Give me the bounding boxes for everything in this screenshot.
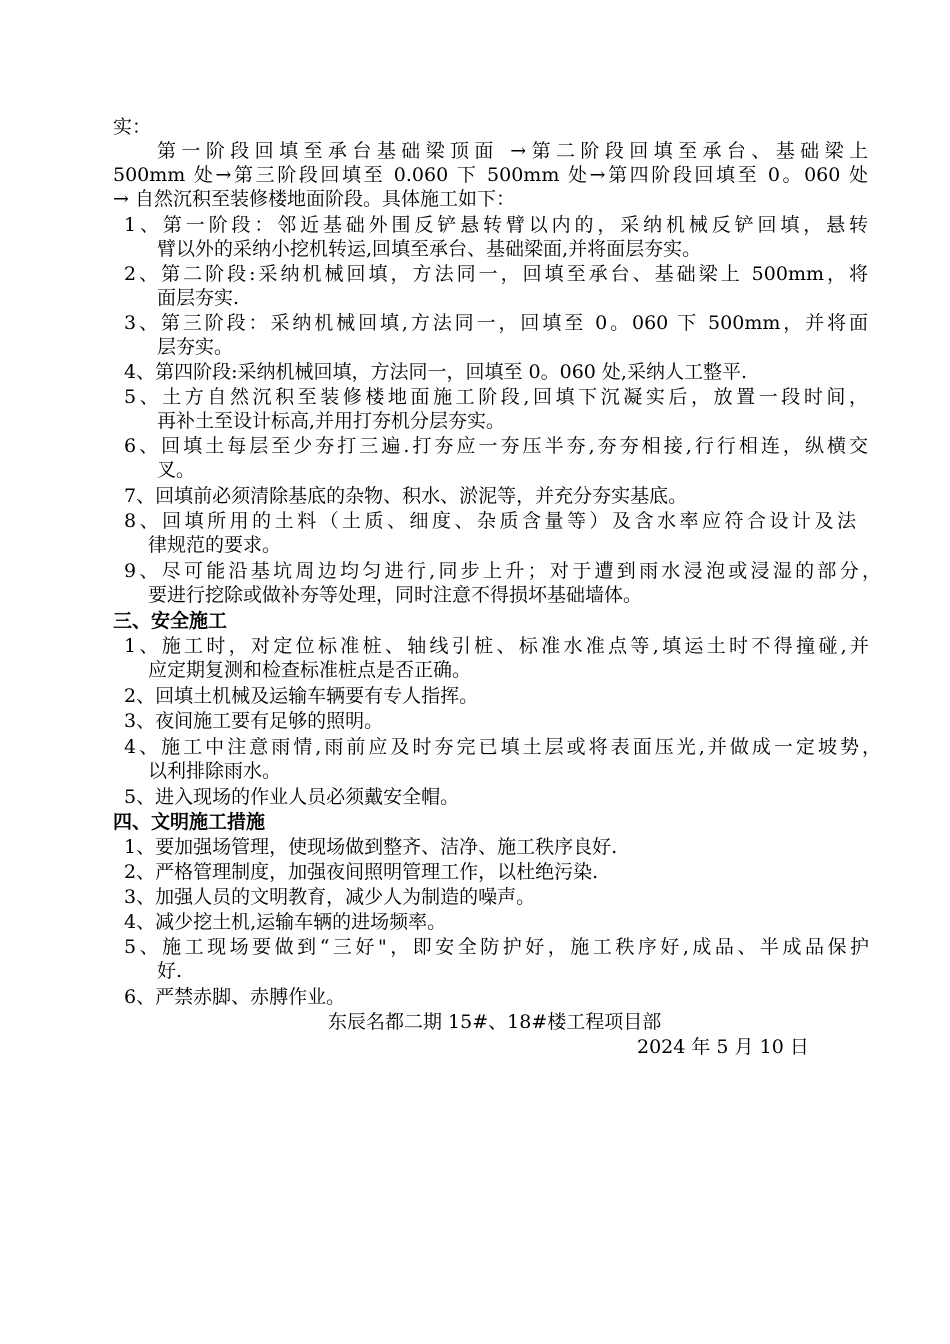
intro-line-1: 实： — [113, 116, 152, 138]
item-8-line-2: 律规范的要求。 — [148, 534, 282, 556]
item-6-line-2: 叉。 — [157, 459, 196, 481]
civil-item-5-line-2: 好. — [157, 960, 183, 982]
item-5-line-1: 5、土方自然沉积至装修楼地面施工阶段,回填下沉凝实后，放置一段时间， — [124, 386, 868, 408]
civil-item-6: 6、严禁赤脚、赤膊作业。 — [124, 986, 346, 1008]
civil-item-4: 4、减少挖土机,运输车辆的进场频率。 — [124, 911, 447, 933]
civil-item-2: 2、严格管理制度，加强夜间照明管理工作，以杜绝污染. — [124, 861, 599, 883]
item-9-line-2: 要进行挖除或做补夯等处理，同时注意不得损坏基础墙体。 — [148, 584, 643, 606]
civil-item-1: 1、要加强场管理，使现场做到整齐、洁净、施工秩序良好. — [124, 836, 618, 858]
intro-line-3: 500mm 处→第三阶段回填至 0.060 下 500mm 处→第四阶段回填至 0。060 处 — [113, 164, 868, 186]
safety-item-4-line-2: 以利排除雨水。 — [148, 760, 282, 782]
item-3-line-1: 3、第三阶段：采纳机械回填,方法同一，回填至 0。060 下 500mm，并将面 — [124, 312, 868, 334]
item-6-line-1: 6、回填土每层至少夯打三遍.打夯应一夯压半夯,夯夯相接,行行相连，纵横交 — [124, 435, 868, 457]
intro-line-4: → 自然沉积至装修楼地面阶段。具体施工如下： — [113, 188, 515, 210]
safety-item-2: 2、回填土机械及运输车辆要有专人指挥。 — [124, 685, 479, 707]
civil-heading: 四、文明施工措施 — [113, 811, 266, 833]
safety-item-5: 5、进入现场的作业人员必须戴安全帽。 — [124, 786, 460, 808]
safety-item-1-line-1: 1、施工时，对定位标准桩、轴线引桩、标准水准点等,填运土时不得撞碰,并 — [124, 635, 869, 657]
item-2-line-1: 2、第二阶段:采纳机械回填，方法同一，回填至承台、基础梁上 500mm，将 — [124, 263, 868, 285]
item-7-line-1: 7、回填前必须清除基底的杂物、积水、淤泥等，并充分夯实基底。 — [124, 485, 688, 507]
item-1-line-1: 1、第一阶段：邻近基础外围反铲悬转臂以内的，采纳机械反铲回填，悬转 — [124, 214, 868, 236]
footer-organization: 东辰名都二期 15#、18#楼工程项目部 — [328, 1011, 662, 1033]
safety-item-1-line-2: 应定期复测和检查标准桩点是否正确。 — [148, 659, 472, 681]
item-3-line-2: 层夯实。 — [157, 336, 234, 358]
item-1-line-2: 臂以外的采纳小挖机转运,回填至承台、基础梁面,并将面层夯实。 — [157, 238, 702, 260]
item-4-line-1: 4、第四阶段:采纳机械回填，方法同一，回填至 0。060 处,采纳人工整平. — [124, 361, 748, 383]
safety-item-4-line-1: 4、施工中注意雨情,雨前应及时夯完已填土层或将表面压光,并做成一定坡势， — [124, 736, 881, 758]
item-8-line-1: 8、回填所用的土料（土质、细度、杂质含量等）及含水率应符合设计及法 — [124, 510, 856, 532]
footer-date: 2024 年 5 月 10 日 — [637, 1036, 809, 1058]
intro-line-2: 第一阶段回填至承台基础梁顶面 →第二阶段回填至承台、基础梁上 — [157, 140, 868, 162]
item-5-line-2: 再补土至设计标高,并用打夯机分层夯实。 — [157, 410, 506, 432]
civil-item-5-line-1: 5、施工现场要做到“三好"，即安全防护好，施工秩序好,成品、半成品保护 — [124, 936, 869, 958]
safety-heading: 三、安全施工 — [113, 610, 228, 632]
safety-item-3: 3、夜间施工要有足够的照明。 — [124, 710, 384, 732]
item-9-line-1: 9、尽可能沿基坑周边均匀进行,同步上升；对于遭到雨水浸泡或浸湿的部分， — [124, 560, 881, 582]
civil-item-3: 3、加强人员的文明教育，减少人为制造的噪声。 — [124, 886, 536, 908]
item-2-line-2: 面层夯实. — [157, 287, 240, 309]
